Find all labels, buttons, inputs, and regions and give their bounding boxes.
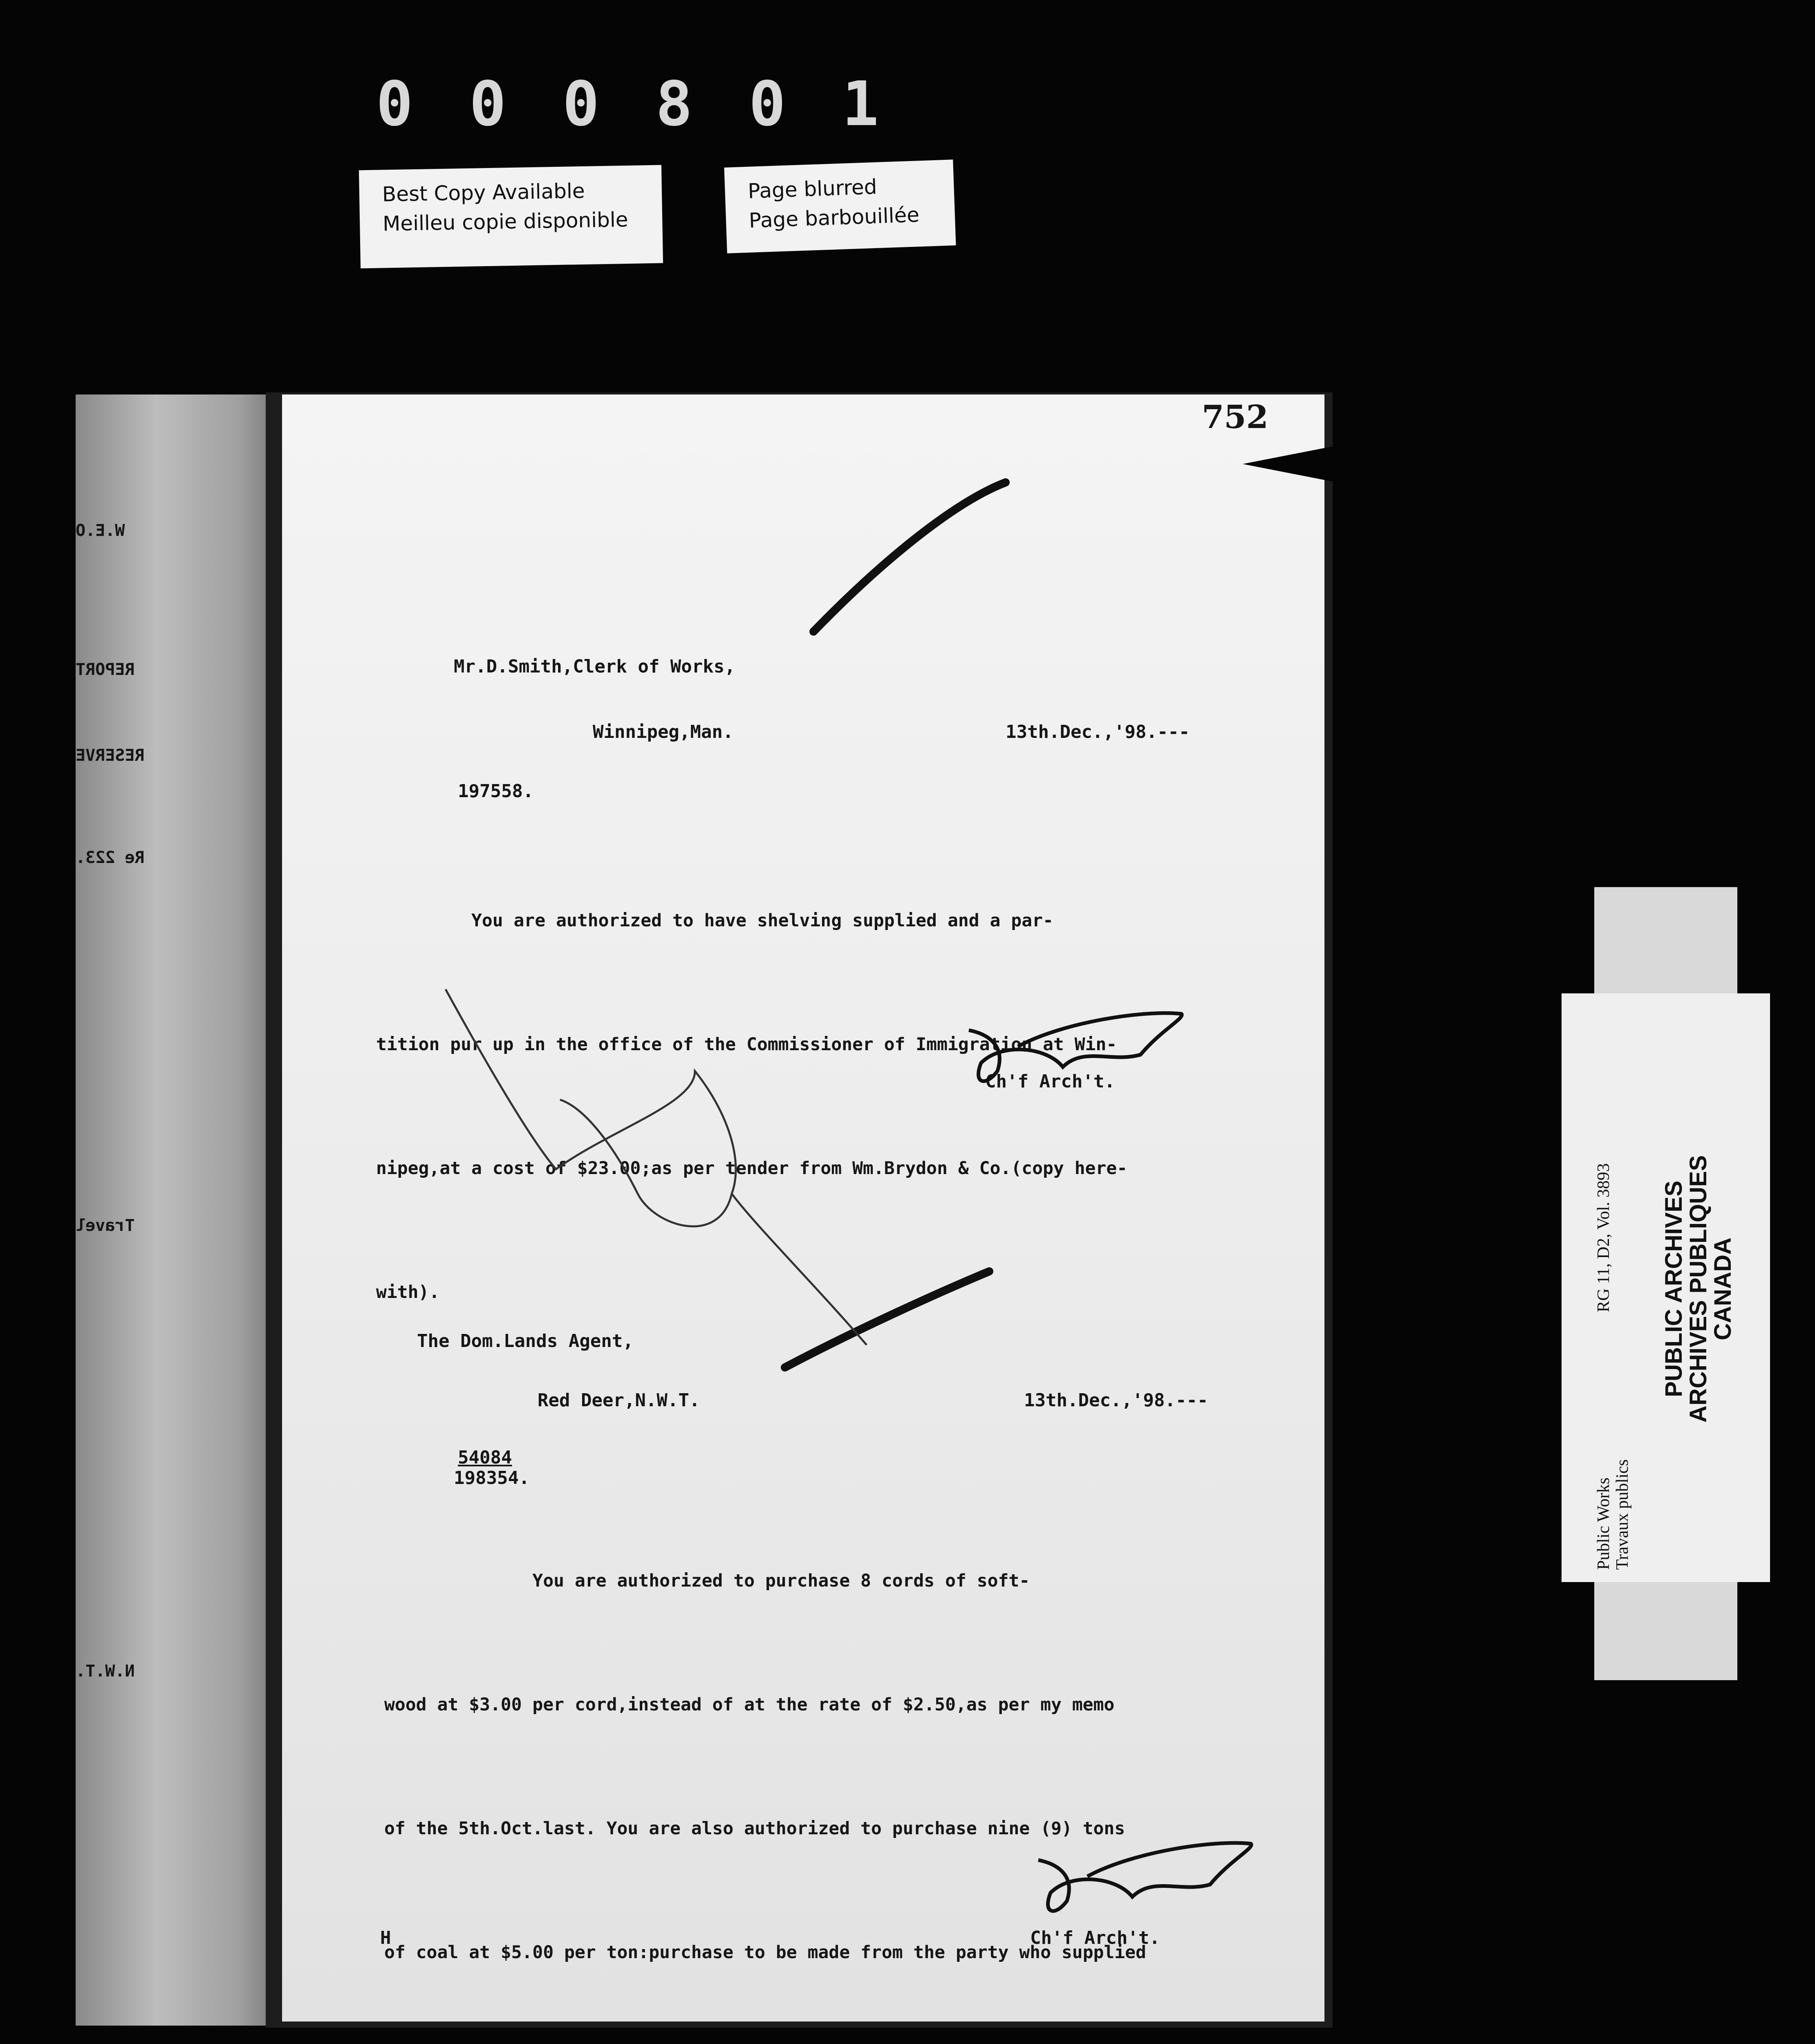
letter1-signatory: Ch'f Arch't. (985, 1071, 1115, 1092)
frame-digit: 0 (562, 69, 600, 140)
archive-department (1594, 1459, 1632, 1570)
archive-title (1662, 1155, 1735, 1423)
frame-digit: 0 (469, 69, 506, 140)
frame-digit: 0 (376, 69, 413, 140)
best-copy-line-2: Meilleu copie disponible (382, 208, 628, 236)
archive-department-line: Travaux publics (1613, 1459, 1632, 1570)
page-blurred-line-1: Page blurred (747, 175, 878, 203)
letter2-place: Red Deer,N.W.T. (538, 1390, 700, 1411)
archive-department-line: Public Works (1594, 1477, 1613, 1570)
letter2-date: 13th.Dec.,'98.--- (1024, 1390, 1208, 1411)
page-blurred-label (724, 159, 956, 253)
letter2-body-line: wood at $3.00 per cord,instead of at the rate of $2.50,as per my memo (384, 1694, 1115, 1715)
letter2-signatory: Ch'f Arch't. (1030, 1927, 1160, 1948)
best-copy-label (359, 165, 663, 269)
letter1-body-line: nipeg,at a cost of $23.00;as per tender from Wm.Brydon & Co.(copy here- (376, 1158, 1128, 1179)
letter2-body (384, 1478, 1167, 2044)
letter2-footer-mark: H (380, 1927, 391, 1948)
letter1-body-line: You are authorized to have shelving supplied and a par- (376, 910, 1053, 931)
letter2-body-line: of the 5th.Oct.last. You are also authorized to purchase nine (9) tons (384, 1818, 1125, 1839)
archive-reference: RG 11, D2, Vol. 3893 (1594, 1163, 1613, 1312)
archive-title-line: PUBLIC ARCHIVES (1660, 1181, 1687, 1397)
letter1-place: Winnipeg,Man. (593, 722, 734, 742)
page-number: 752 (1202, 399, 1268, 436)
best-copy-line-1: Best Copy Available (382, 179, 585, 206)
letter1-body-line: with). (376, 1282, 440, 1302)
page-blurred-line-2: Page barbouillée (748, 203, 920, 233)
letter2-addressee: The Dom.Lands Agent, (417, 1331, 634, 1351)
facing-page-fragment: Travel (76, 1216, 135, 1235)
facing-page-fragment: RESERVE (76, 746, 145, 765)
page-pointer-tab (1243, 446, 1337, 482)
document-page (282, 394, 1324, 2022)
letter2-body-line: of coal at $5.00 per ton:purchase to be made from the party who supplied (384, 1942, 1146, 1963)
facing-page-fragment: W.E.O (76, 521, 125, 540)
facing-page-fragment: REPORT (76, 660, 135, 679)
letter2-file-number-1: 54084 (458, 1447, 512, 1468)
letter2-body-line: You are authorized to purchase 8 cords of soft- (384, 1571, 1030, 1591)
archive-title-line: CANADA (1710, 1237, 1736, 1340)
frame-digit: 8 (655, 69, 693, 140)
facing-page-fragment: N.W.T. (76, 1662, 135, 1681)
letter1-addressee: Mr.D.Smith,Clerk of Works, (454, 656, 735, 677)
letter2-file-number-2: 198354. (454, 1468, 530, 1488)
archive-card (1562, 993, 1770, 1582)
archive-title-line: ARCHIVES PUBLIQUES (1685, 1155, 1712, 1423)
frame-digit: 0 (748, 69, 786, 140)
letter1-date: 13th.Dec.,'98.--- (1006, 722, 1190, 742)
frame-number (376, 69, 879, 140)
frame-digit: 1 (842, 69, 879, 140)
facing-page-fragment: Re 223. (76, 848, 145, 867)
letter1-body-line: tition pur up in the office of the Commissioner of Immigration at Win- (376, 1034, 1117, 1055)
letter1-file-number: 197558. (458, 781, 534, 802)
letter1-body (376, 818, 1127, 1396)
